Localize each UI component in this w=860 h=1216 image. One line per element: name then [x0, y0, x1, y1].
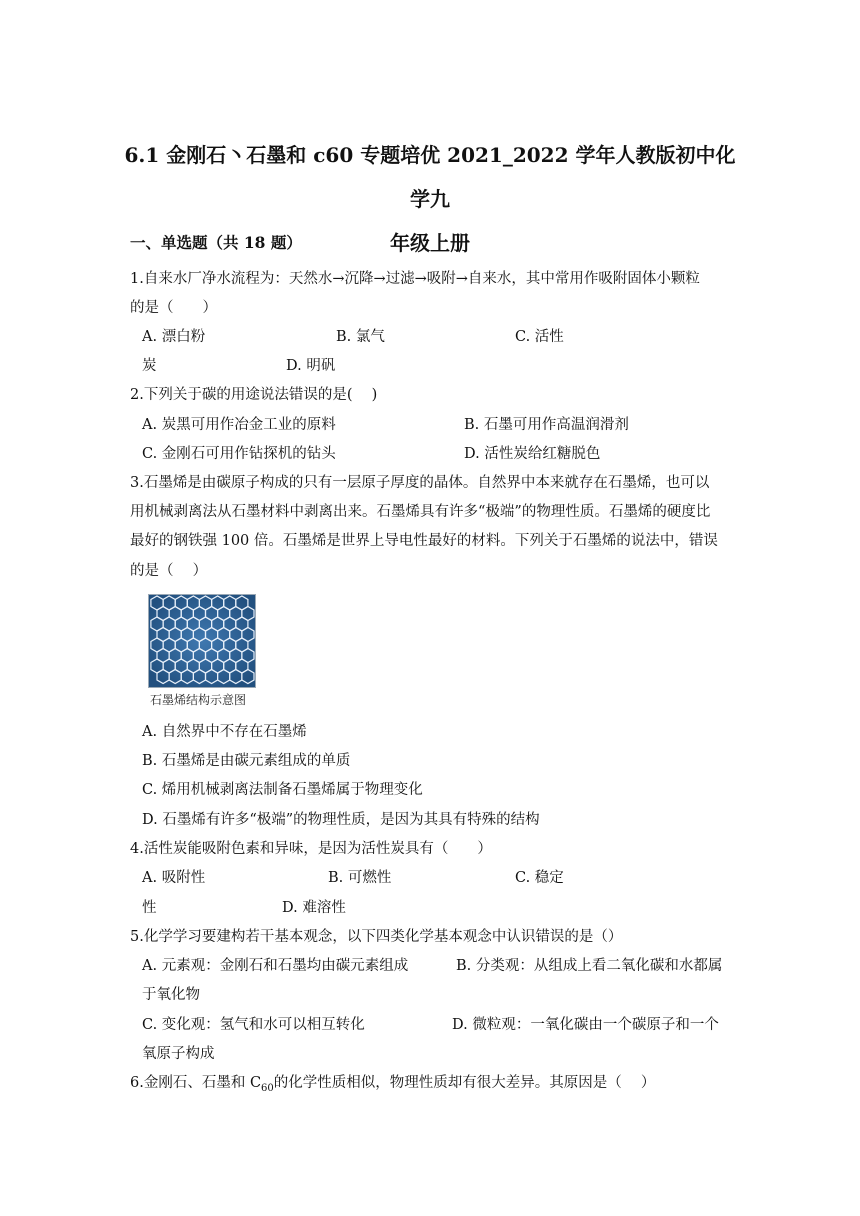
q5-option-d: D. 微粒观：一氧化碳由一个碳原子和一个 [452, 1017, 719, 1033]
figure-caption: 石墨烯结构示意图 [150, 693, 247, 707]
section-heading: 一、单选题（共 18 题） [130, 233, 302, 252]
q2-option-c: C. 金刚石可用作钻探机的钻头 [142, 446, 336, 462]
graphene-lattice-icon [149, 595, 255, 687]
q1-option-a: A. 漂白粉 [142, 329, 206, 345]
q5-option-a: A. 元素观：金刚石和石墨均由碳元素组成 [142, 958, 409, 974]
q5-option-b: B. 分类观：从组成上看二氧化碳和水都属 [456, 958, 723, 974]
q2-option-d: D. 活性炭给红糖脱色 [464, 446, 601, 462]
q6-stem-sub: 60 [261, 1082, 274, 1094]
q5-option-c: C. 变化观：氢气和水可以相互转化 [142, 1017, 365, 1033]
q1-option-c-cont: 炭 [142, 358, 157, 374]
q4-option-d: D. 难溶性 [282, 900, 346, 916]
q5-option-b-cont: 于氧化物 [142, 987, 200, 1003]
q3-stem-line1: 3.石墨烯是由碳原子构成的只有一层原子厚度的晶体。自然界中本来就存在石墨烯，也可以 [130, 475, 710, 491]
q3-option-a: A. 自然界中不存在石墨烯 [142, 724, 307, 740]
q6-stem [130, 1073, 655, 1099]
q4-option-c: C. 稳定 [515, 870, 564, 886]
q1-stem-line1: 1.自来水厂净水流程为：天然水→沉降→过滤→吸附→自来水，其中常用作吸附固体小颗粒 [130, 271, 700, 287]
q1-option-d: D. 明矾 [286, 358, 336, 374]
q1-stem-line2: 的是（ ） [130, 300, 217, 316]
q5-stem: 5.化学学习要建构若干基本观念，以下四类化学基本观念中认识错误的是（） [130, 929, 623, 945]
q2-option-b: B. 石墨可用作高温润滑剂 [464, 417, 629, 433]
q4-option-b: B. 可燃性 [328, 870, 392, 886]
q1-option-b: B. 氯气 [336, 329, 385, 345]
q1-option-c: C. 活性 [515, 329, 564, 345]
q3-option-b: B. 石墨烯是由碳元素组成的单质 [142, 753, 351, 769]
q4-stem: 4.活性炭能吸附色素和异味，是因为活性炭具有（ ） [130, 841, 492, 857]
q3-stem-line3: 最好的钢铁强 100 倍。石墨烯是世界上导电性最好的材料。下列关于石墨烯的说法中，错误 [130, 533, 718, 549]
q5-option-d-cont: 氧原子构成 [142, 1046, 215, 1062]
q6-stem-pre: 6.金刚石、石墨和 C [130, 1075, 262, 1091]
q6-stem-post: 的化学性质相似，物理性质却有很大差异。其原因是（ ） [273, 1075, 656, 1091]
q4-option-c-cont: 性 [142, 900, 157, 916]
q3-option-c: C. 烯用机械剥离法制备石墨烯属于物理变化 [142, 782, 423, 798]
q3-stem-line4: 的是（ ） [130, 563, 208, 579]
q2-stem: 2.下列关于碳的用途说法错误的是( ) [130, 387, 378, 403]
title-line-1: 6.1 金刚石丶石墨和 c60 专题培优 2021_2022 学年人教版初中化学九 [124, 143, 736, 211]
q3-stem-line2: 用机械剥离法从石墨材料中剥离出来。石墨烯具有许多“极端”的物理性质。石墨烯的硬度比 [130, 504, 711, 520]
title-line-2: 年级上册 [390, 231, 470, 255]
q2-option-a: A. 炭黑可用作冶金工业的原料 [142, 417, 336, 433]
q4-option-a: A. 吸附性 [142, 870, 206, 886]
graphene-structure-image [148, 594, 256, 688]
q3-option-d: D. 石墨烯有许多“极端”的物理性质，是因为其具有特殊的结构 [142, 812, 540, 828]
